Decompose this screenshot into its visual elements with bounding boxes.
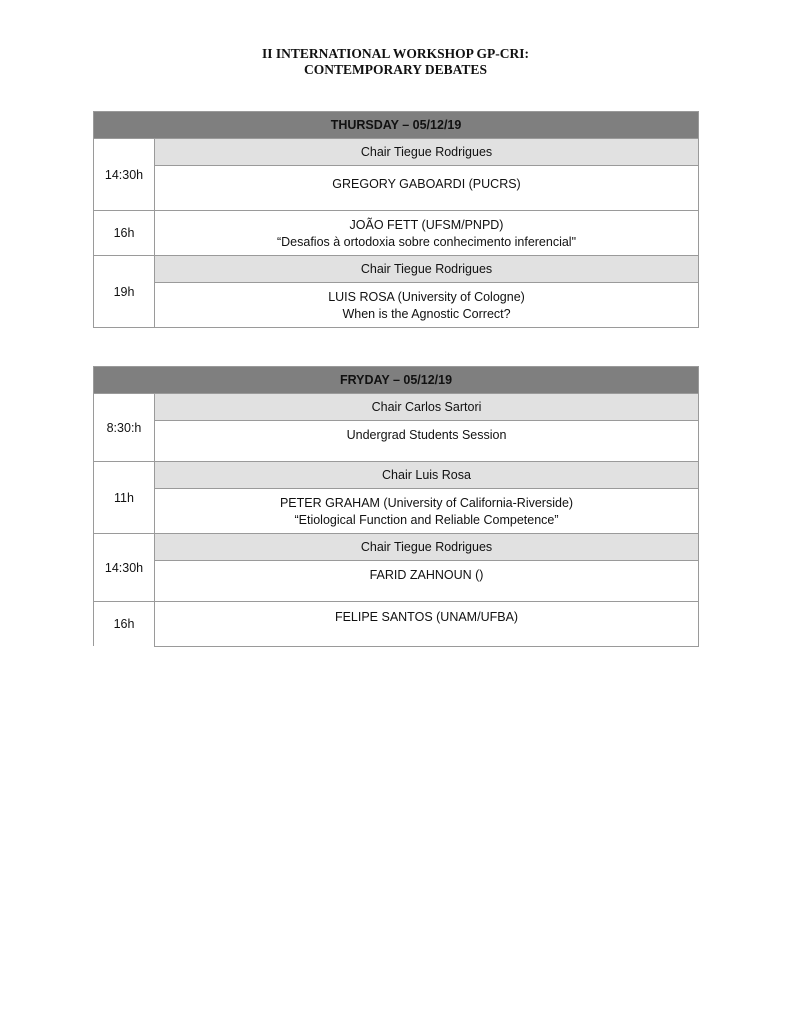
- session-body: [155, 561, 699, 602]
- title-line-1: II INTERNATIONAL WORKSHOP GP-CRI:: [262, 46, 529, 61]
- speaker-name: FARID ZAHNOUN (): [369, 568, 484, 582]
- speaker-name: JOÃO FETT (UFSM/PNPD): [349, 218, 504, 232]
- session-body: [155, 283, 699, 328]
- session-chair: Chair Tiegue Rodrigues: [155, 534, 699, 561]
- speaker-name: GREGORY GABOARDI (PUCRS): [332, 177, 521, 191]
- talk-title: “Desafios à ortodoxia sobre conhecimento inferencial": [276, 235, 577, 249]
- table-row: [94, 139, 699, 166]
- thursday-schedule-table: [93, 111, 699, 328]
- thursday-header-row: [94, 112, 699, 139]
- table-row: [94, 394, 699, 421]
- session-body: [155, 211, 699, 256]
- session-body: [155, 166, 699, 211]
- thursday-heading: THURSDAY – 05/12/19: [94, 112, 699, 139]
- table-row: [94, 421, 699, 462]
- table-row: [94, 561, 699, 602]
- session-body: [155, 421, 699, 462]
- session-chair: Chair Tiegue Rodrigues: [155, 256, 699, 283]
- table-row: [94, 489, 699, 534]
- session-chair: Chair Luis Rosa: [155, 462, 699, 489]
- session-time: 16h: [94, 211, 155, 256]
- session-time: 19h: [94, 256, 155, 328]
- document-title: [0, 46, 791, 78]
- session-time: 16h: [94, 602, 155, 647]
- session-time: 14:30h: [94, 139, 155, 211]
- session-time: 14:30h: [94, 534, 155, 602]
- table-row: [94, 256, 699, 283]
- speaker-name: PETER GRAHAM (University of California-Riverside): [279, 496, 574, 510]
- talk-title: When is the Agnostic Correct?: [342, 307, 511, 321]
- session-chair: Chair Carlos Sartori: [155, 394, 699, 421]
- table-row: [94, 602, 699, 647]
- speaker-name: FELIPE SANTOS (UNAM/UFBA): [334, 610, 519, 624]
- speaker-name: Undergrad Students Session: [346, 428, 507, 442]
- speaker-name: LUIS ROSA (University of Cologne): [328, 290, 525, 304]
- table-row: [94, 462, 699, 489]
- table-row: [94, 534, 699, 561]
- session-chair: Chair Tiegue Rodrigues: [155, 139, 699, 166]
- table-row: [94, 166, 699, 211]
- talk-title: “Etiological Function and Reliable Competence”: [294, 513, 559, 527]
- session-body: [155, 602, 699, 647]
- title-line-2: CONTEMPORARY DEBATES: [304, 62, 487, 77]
- session-time: 8:30:h: [94, 394, 155, 462]
- session-body: [155, 489, 699, 534]
- friday-schedule-table: [93, 366, 699, 647]
- session-time: 11h: [94, 462, 155, 534]
- table-row: [94, 283, 699, 328]
- table-row: [94, 211, 699, 256]
- friday-header-row: [94, 367, 699, 394]
- friday-heading: FRYDAY – 05/12/19: [94, 367, 699, 394]
